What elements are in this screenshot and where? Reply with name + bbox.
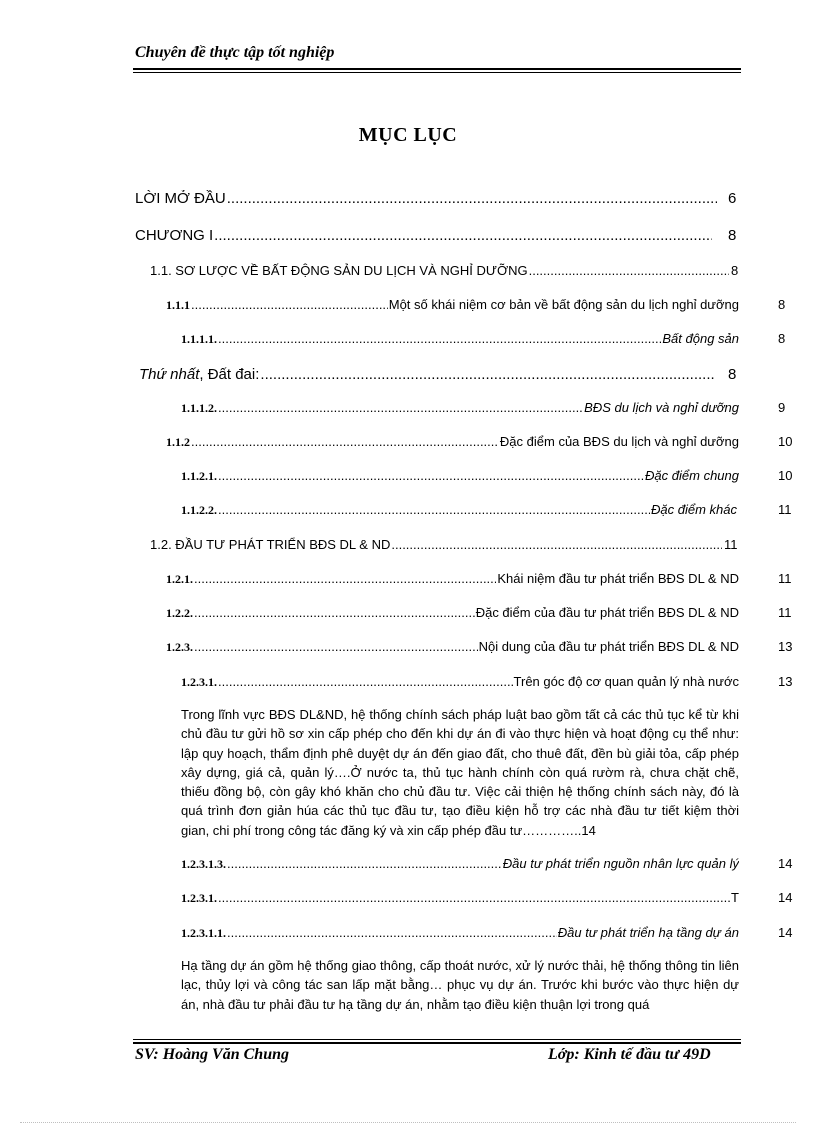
paragraph-page-ref: …………..14 — [522, 822, 596, 838]
toc-page-number: 8 — [728, 227, 737, 244]
toc-entry-title: T — [731, 890, 739, 905]
toc-entry-label: 1.1.2 — [166, 435, 190, 449]
footer-rule-thick — [133, 1042, 741, 1044]
toc-entry[interactable] — [181, 674, 739, 690]
header-rule-thick — [133, 68, 741, 70]
toc-entry-label: 1.1. SƠ LƯỢC VỀ BẤT ĐỘNG SẢN DU LỊCH VÀ NGHỈ DƯỠNG — [150, 263, 528, 278]
toc-entry-label-rest: , Đất đai: — [199, 366, 260, 383]
toc-leader — [218, 331, 661, 346]
toc-entry[interactable] — [181, 890, 739, 906]
toc-entry[interactable] — [150, 263, 730, 278]
toc-leader — [194, 639, 478, 654]
toc-leader — [194, 571, 496, 586]
toc-entry-label-italic: Thứ nhất — [139, 366, 200, 383]
toc-entry-title: Trên góc độ cơ quan quản lý nhà nước — [513, 674, 739, 689]
toc-entry-label: 1.2.3.1. — [181, 891, 217, 905]
footer-student: SV: Hoàng Văn Chung — [135, 1046, 289, 1063]
toc-entry[interactable] — [166, 297, 739, 313]
toc-entry[interactable] — [139, 366, 717, 383]
toc-entry-label: CHƯƠNG I — [135, 227, 214, 244]
toc-entry[interactable] — [181, 468, 739, 484]
toc-leader — [391, 537, 722, 552]
toc-page-number: 8 — [731, 263, 739, 278]
toc-entry-title: Nội dung của đầu tư phát triển BĐS DL & ND — [478, 639, 739, 654]
toc-leader — [227, 925, 557, 940]
toc-page-number: 13 — [778, 639, 793, 654]
toc-leader — [218, 502, 650, 517]
toc-leader — [227, 856, 502, 871]
toc-entry-title: Bất động sản — [662, 331, 739, 346]
toc-entry-label — [139, 366, 259, 383]
toc-entry[interactable] — [181, 856, 739, 872]
toc-leader — [191, 297, 388, 312]
body-paragraph: Hạ tầng dự án gồm hệ thống giao thông, cấp thoát nước, xử lý nước thải, hệ thống thông tin liên lạc, thủy lợi và công tác san lấp mặt bằng… phục vụ dự án. Trước khi bước vào thực hiện dự án, nhà đầu tư phải đầu tư hạ tầng dự án, nhằm tạo điều kiện thuận lợi trong quá — [181, 958, 739, 1012]
body-paragraph — [181, 705, 739, 840]
toc-entry[interactable] — [166, 434, 739, 450]
toc-heading: MỤC LỤC — [358, 124, 458, 146]
toc-page-number: 14 — [778, 856, 793, 871]
toc-entry-title: Đặc điểm của đầu tư phát triển BĐS DL & ND — [475, 605, 739, 620]
toc-page-number: 11 — [778, 605, 792, 620]
toc-entry[interactable] — [181, 925, 739, 941]
toc-entry-label: 1.1.1.1. — [181, 332, 217, 346]
toc-entry-label: 1.2.1. — [166, 572, 193, 586]
toc-page-number: 8 — [728, 366, 737, 383]
toc-entry[interactable] — [135, 190, 718, 207]
toc-leader — [218, 674, 513, 689]
toc-page-number: 14 — [778, 925, 793, 940]
header-rule-thin — [133, 72, 741, 73]
paragraph-text: Trong lĩnh vực BĐS DL&ND, hệ thống chính sách pháp luật bao gồm tất cả các thủ tục kể từ khi chủ đầu tư gửi hồ sơ xin cấp phép cho đến khi dự án đi vào thực hiện và hoạt động cụ thể như: lập quy hoạch, thẩm định phê duyệt dự án đến giao đất, cho thuê đất, đền bù giải tỏa, cấp phép xây dựng, giá cả, quản lý….Ở nước ta, thủ tục hành chính còn quá rườm rà, chưa chặt chẽ, thiếu đồng bộ, còn gây khó khăn cho chủ đầu tư. Việc cải thiện hệ thống chính sách này, đó là quá trình đơn giản húa các thủ tục đầu tư, tạo điều kiện hỗ trợ các nhà đầu tư tiết kiệm thời gian, chi phí trong công tác đăng ký và xin cấp phép đầu tư — [181, 707, 739, 838]
footer-class: Lớp: Kinh tế đầu tư 49D — [548, 1046, 711, 1063]
toc-entry-title: Đặc điểm chung — [645, 468, 739, 483]
toc-entry[interactable] — [181, 400, 739, 416]
toc-page-number: 11 — [778, 502, 792, 517]
toc-entry-title: Đặc điểm khác — [651, 502, 737, 517]
footer-rule-thin — [133, 1039, 741, 1040]
toc-entry-title: BĐS du lịch và nghỉ dưỡng — [584, 400, 739, 415]
toc-entry-label: 1.2.2. — [166, 606, 193, 620]
toc-entry-title: Đầu tư phát triển hạ tầng dự án — [557, 925, 739, 940]
toc-entry-label: 1.1.2.2. — [181, 503, 217, 517]
toc-page-number: 14 — [778, 890, 793, 905]
toc-entry-label: 1.1.2.1. — [181, 469, 217, 483]
toc-entry-label: 1.2. ĐẦU TƯ PHÁT TRIỂN BĐS DL & ND — [150, 537, 391, 552]
toc-entry-label: 1.1.1.2. — [181, 401, 217, 415]
toc-entry[interactable] — [166, 605, 739, 621]
toc-entry[interactable] — [181, 331, 739, 347]
toc-leader — [214, 227, 712, 244]
toc-entry[interactable] — [166, 571, 739, 587]
toc-page-number: 10 — [778, 434, 793, 449]
toc-entry[interactable] — [135, 227, 713, 244]
toc-entry[interactable] — [166, 639, 739, 655]
page-header-title: Chuyên đề thực tập tốt nghiệp — [135, 44, 335, 61]
toc-entry-label: 1.2.3.1. — [181, 675, 217, 689]
toc-page-number: 6 — [728, 190, 737, 207]
toc-entry-title: Đặc điểm của BĐS du lịch và nghỉ dưỡng — [499, 434, 739, 449]
toc-page-number: 8 — [778, 297, 786, 312]
toc-entry-label: 1.2.3. — [166, 640, 193, 654]
toc-leader — [218, 468, 644, 483]
toc-page-number: 9 — [778, 400, 786, 415]
toc-entry-label: 1.1.1 — [166, 298, 190, 312]
toc-page-number: 13 — [778, 674, 793, 689]
toc-page-number: 8 — [778, 331, 786, 346]
toc-leader — [218, 890, 730, 905]
toc-leader — [191, 434, 499, 449]
toc-leader — [227, 190, 717, 207]
toc-page-number: 10 — [778, 468, 793, 483]
toc-entry[interactable] — [181, 502, 737, 518]
toc-entry-title: Đầu tư phát triển nguồn nhân lực quản lý — [502, 856, 739, 871]
toc-entry-title: Một số khái niệm cơ bản về bất động sản du lịch nghỉ dưỡng — [388, 297, 739, 312]
toc-entry-label: 1.2.3.1.3. — [181, 857, 226, 871]
toc-entry-label: 1.2.3.1.1. — [181, 926, 226, 940]
toc-leader — [218, 400, 583, 415]
toc-page-number: 11 — [724, 537, 738, 552]
toc-entry-label: LỜI MỞ ĐẦU — [135, 190, 226, 207]
toc-leader — [260, 366, 716, 383]
toc-leader — [194, 605, 475, 620]
toc-entry[interactable] — [150, 537, 723, 552]
toc-entry-title: Khái niệm đầu tư phát triển BĐS DL & ND — [497, 571, 739, 586]
toc-page-number: 11 — [778, 571, 792, 586]
toc-leader — [529, 263, 729, 278]
